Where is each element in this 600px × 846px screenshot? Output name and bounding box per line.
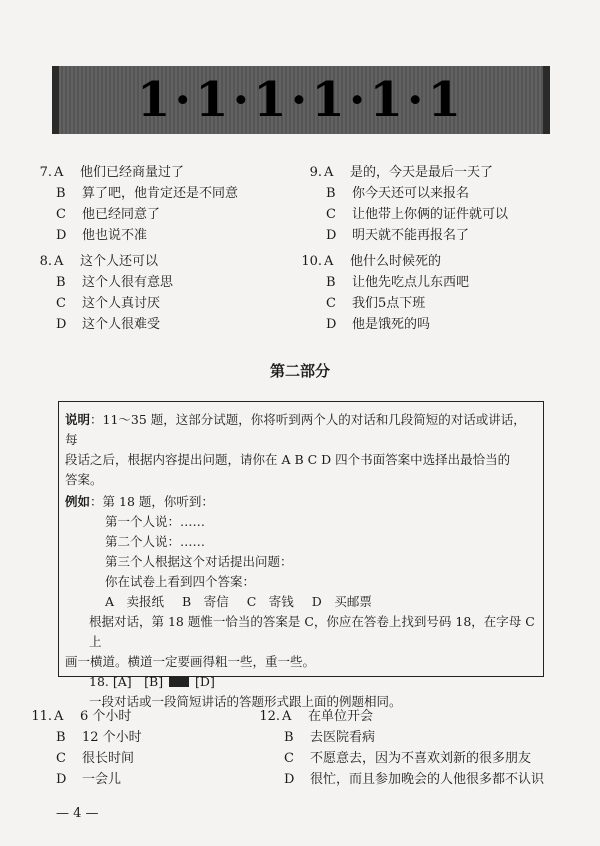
option-c: 他已经同意了 (82, 207, 161, 222)
option-c: 不愿意去，因为不喜欢刘新的很多朋友 (310, 751, 532, 766)
instructions-box: 说明：11～35 题，这部分试题，你将听到两个人的对话和几段简短的对话或讲话，每 段话之后，根据内容提出问题，请你在 A B C D 四个书面答案中选择出最恰当的 答案。 例如：第 18 题，你听到： 第一个人说：…… 第二个人说：…… 第三个人根据这个对话提出问题： 你在试卷上看到四个答案： A 卖报纸 B 寄信 C 寄钱 D 买邮票 根据对话，第 18 题惟一恰当的答案是 C，你应在答卷上找到号码 18，在字母 C 上 画一横道。横道一定要画得粗一些，重一些。 18. [A] [B] [D] 一段对话或一段简短讲话的答题形式跟上面的例题相同。 (58, 401, 544, 677)
question-10: 10. A 他什么时候死的 B 让他先吃点儿东西吧 C 我们5点下班 D 他是饿死的吗 (300, 251, 469, 335)
option-d: 很忙，而且参加晚会的人他很多都不认识 (310, 772, 545, 787)
option-c: 很长时间 (82, 751, 135, 766)
option-a: 在单位开会 (308, 709, 374, 724)
option-d: 明天就不能再报名了 (352, 228, 470, 243)
example-options: A 卖报纸 B 寄信 C 寄钱 D 买邮票 (105, 594, 372, 609)
option-a: 他们已经商量过了 (80, 165, 185, 180)
option-b: 算了吧，他肯定还是不同意 (82, 186, 239, 201)
option-d: 他也说不准 (82, 228, 148, 243)
option-c: 我们5点下班 (352, 296, 426, 311)
instructions-text: 答案。 (65, 472, 103, 487)
option-a: 他什么时候死的 (350, 254, 442, 269)
question-number: 9. (309, 165, 322, 180)
question-9: 9. A 是的，今天是最后一天了 B 你今天还可以来报名 C 让他带上你俩的证件就可以 D 明天就不能再报名了 (300, 162, 508, 246)
page-number: — 4 — (56, 806, 99, 821)
option-a: 6 个小时 (80, 709, 132, 724)
section-title: 第二部分 (269, 362, 330, 380)
banner-title: 1·1·1·1·1·1 (137, 72, 465, 128)
question-number: 11. (31, 709, 52, 724)
question-number: 8. (39, 254, 52, 269)
example-label: 例如 (65, 494, 91, 509)
question-number: 7. (39, 165, 52, 180)
option-c: 这个人真讨厌 (82, 296, 161, 311)
option-d: 他是饿死的吗 (352, 317, 431, 332)
question-number: 10. (301, 254, 322, 269)
instructions-text: ：11～35 题，这部分试题，你将听到两个人的对话和几段简短的对话或讲话，每 (65, 412, 526, 447)
option-b: 这个人很有意思 (82, 275, 174, 290)
option-c: 让他带上你俩的证件就可以 (352, 207, 509, 222)
option-b: 12 个小时 (82, 730, 142, 745)
question-7: 7. A 他们已经商量过了 B 算了吧，他肯定还是不同意 C 他已经同意了 D 他也说不准 (30, 162, 238, 246)
option-a: 是的，今天是最后一天了 (350, 165, 494, 180)
question-number: 12. (259, 709, 280, 724)
instructions-label: 说明 (65, 412, 91, 427)
example-answer: 18. [A] [B] [D] (89, 674, 215, 689)
instructions-text: 段话之后，根据内容提出问题，请你在 A B C D 四个书面答案中选择出最恰当的 (65, 452, 511, 467)
option-b: 去医院看病 (310, 730, 376, 745)
question-8: 8. A 这个人还可以 B 这个人很有意思 C 这个人真讨厌 D 这个人很难受 (30, 251, 173, 335)
question-11: 11. A 6 个小时 B 12 个小时 C 很长时间 D 一会儿 (30, 706, 142, 790)
option-d: 这个人很难受 (82, 317, 161, 332)
option-b: 让他先吃点儿东西吧 (352, 275, 470, 290)
filled-answer-mark (169, 676, 189, 687)
option-b: 你今天还可以来报名 (352, 186, 470, 201)
question-12: 12. A 在单位开会 B 去医院看病 C 不愿意去，因为不喜欢刘新的很多朋友 D 很忙，而且参加晚会的人他很多都不认识 (258, 706, 544, 790)
header-banner (52, 66, 550, 134)
option-d: 一会儿 (82, 772, 122, 787)
option-a: 这个人还可以 (80, 254, 159, 269)
